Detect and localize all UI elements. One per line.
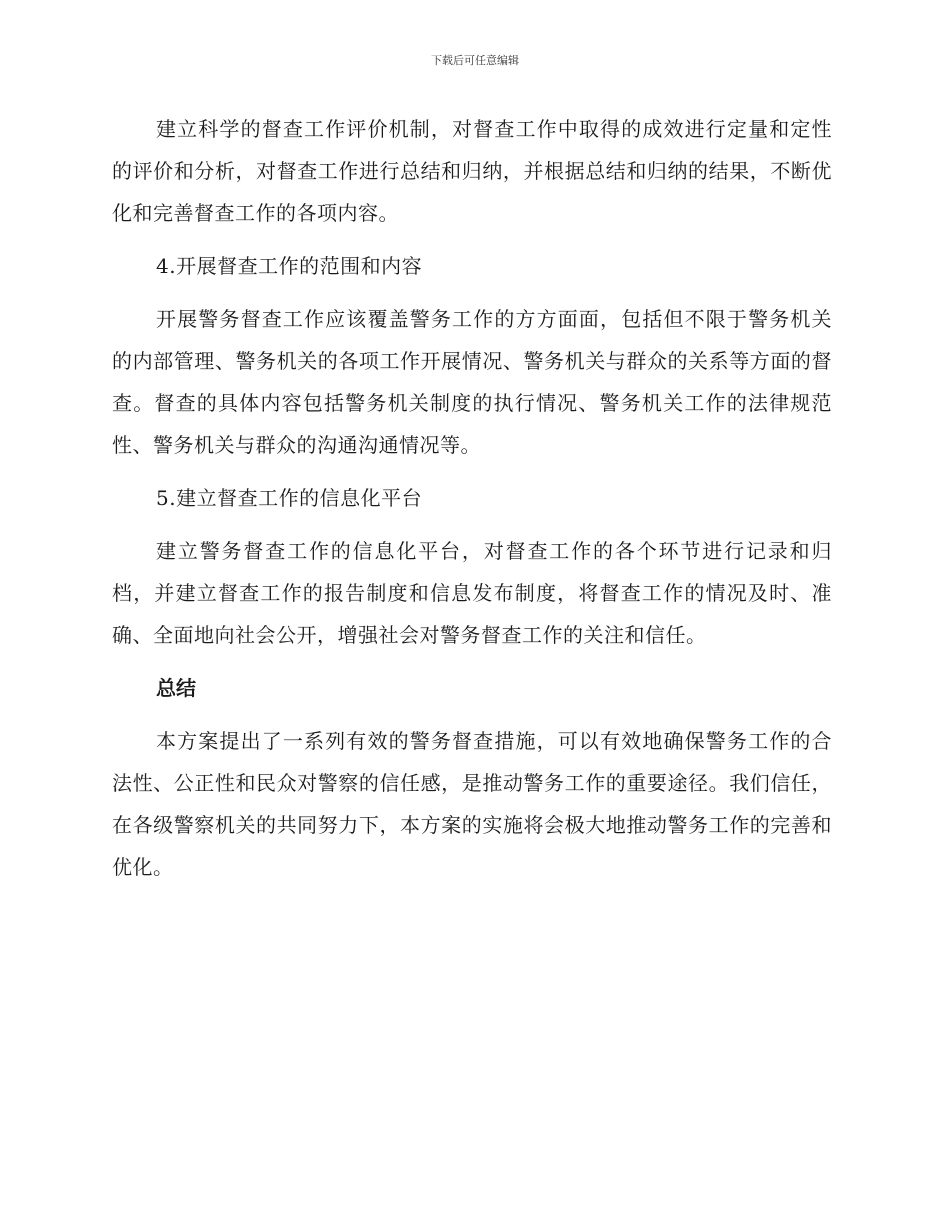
paragraph-platform: 建立警务督查工作的信息化平台，对督查工作的各个环节进行记录和归档，并建立督查工作的报告制度和信息发布制度，将督查工作的情况及时、准确、全面地向社会公开，增强社会对警务督查工作的关注和信任。 [112,539,832,647]
subheading-platform: 5.建立督查工作的信息化平台 [156,486,423,510]
paragraph-summary: 本方案提出了一系列有效的警务督查措施，可以有效地确保警务工作的合法性、公正性和民众对警察的信任感，是推动警务工作的重要途径。我们信任，在各级警察机关的共同努力下，本方案的实施将会极大地推动警务工作的完善和优化。 [112,729,832,879]
paragraph-scope: 开展警务督查工作应该覆盖警务工作的方方面面，包括但不限于警务机关的内部管理、警务机关的各项工作开展情况、警务机关与群众的关系等方面的督查。督查的具体内容包括警务机关制度的执行情况、警务机关工作的法律规范性、警务机关与群众的沟通沟通情况等。 [112,307,832,457]
page-header: 下载后可任意编辑 [431,54,519,67]
section-title-summary: 总结 [156,676,196,700]
subheading-scope: 4.开展督查工作的范围和内容 [156,254,423,278]
paragraph-evaluation-mechanism: 建立科学的督查工作评价机制，对督查工作中取得的成效进行定量和定性的评价和分析，对督查工作进行总结和归纳，并根据总结和归纳的结果，不断优化和完善督查工作的各项内容。 [112,117,832,225]
document-body [112,108,832,899]
